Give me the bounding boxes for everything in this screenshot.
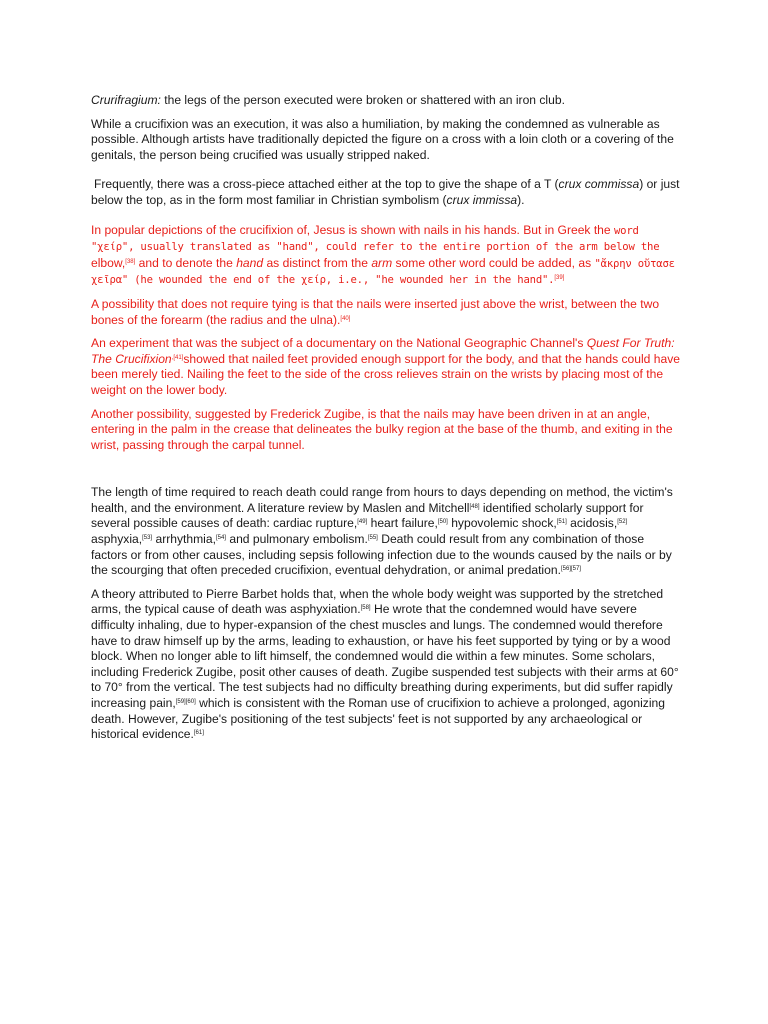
term-crurifragium: Crurifragium: [91, 93, 161, 107]
paragraph-text: The length of time required to reach death could range from hours to days depending on method, the victim's health, and the environment. A literature review by Maslen and Mitchell [91, 485, 673, 515]
greek-quote-text: "ἄκρην οὔτασε χεῖρα" (he wounded the end of the χείρ, i.e., "he wounded her in the hand". [91, 257, 675, 287]
citation-61[interactable]: [61] [193, 730, 204, 737]
paragraph-text: heart failure, [367, 516, 438, 531]
paragraph-text: which is consistent with the Roman use of crucifixion to achieve a prolonged, agonizing death. However, Zugibe's positioning of the test subjects' feet is not supported by any archaeological or historical evidence. [91, 696, 665, 742]
paragraph-death-causes [91, 485, 681, 579]
paragraph-text: identified scholarly support for several possible causes of death: cardiac rupture, [91, 500, 644, 531]
term-hand: hand [236, 255, 264, 270]
citation-51[interactable]: [51] [556, 519, 567, 526]
paragraph-nails-hands [91, 223, 681, 289]
paragraph-text: acidosis, [566, 516, 618, 531]
paragraph-text: A theory attributed to Pierre Barbet holds that, when the whole body weight was supported by the stretched arms, the typical cause of death was asphyxiation. [91, 586, 664, 617]
citation-49[interactable]: [49] [357, 519, 368, 526]
paragraph-crurifragium [91, 93, 681, 109]
paragraph-humiliation: While a crucifixion was an execution, it was also a humiliation, by making the condemned as vulnerable as possible. Although artists have traditionally depicted the figure on a cross with a loin cloth or a covering of the genitals, the person being crucified was usually stripped naked. [91, 116, 674, 162]
citation-40[interactable]: [40] [340, 315, 351, 322]
paragraph-text: arrhythmia, [152, 532, 216, 547]
term-arm: arm [371, 255, 393, 270]
paragraph-text: ) or just below the top, as in the form most familiar in Christian symbolism ( [91, 177, 680, 207]
paragraph-text: Death could result from any combination of those factors or from other causes, including sepsis following infection due to the wounds caused by the nails or by the scourging that often preceded crucifixion, eventual dehydration, or animal predation. [91, 532, 672, 578]
paragraph-text: hypovolemic shock, [447, 516, 557, 531]
paragraph-zugibe-palm: Another possibility, suggested by Frederick Zugibe, is that the nails may have been driven in at an angle, entering in the palm in the crease that delineates the bulky region at the base of the thumb, and exiting in the wrist, passing through the carpal tunnel. [91, 406, 673, 452]
paragraph-text: Frequently, there was a cross-piece attached either at the top to give the shape of a T ( [94, 177, 559, 192]
citation-39[interactable]: [39] [554, 275, 565, 282]
paragraph-text: and pulmonary embolism. [225, 532, 368, 547]
citation-54[interactable]: [54] [215, 535, 226, 542]
citation-50[interactable]: [50] [437, 519, 448, 526]
citation-53[interactable]: [53] [142, 535, 153, 542]
term-crux-commissa: crux commissa [558, 177, 640, 192]
citation-58[interactable]: [58] [360, 605, 371, 612]
paragraph-text: some other word could be added, as [392, 255, 595, 270]
paragraph-text: A possibility that does not require tying is that the nails were inserted just above the wrist, between the two bones of the forearm (the radius and the ulna). [91, 296, 660, 327]
citation-41[interactable]: ,[41] [171, 354, 184, 361]
paragraph-text: and to denote the [135, 255, 237, 270]
documentary-title: Quest For Truth: The Crucifixion [91, 336, 675, 366]
paragraph-text: In popular depictions of the crucifixion of, Jesus is shown with nails in his hands. But in Greek the [91, 222, 614, 237]
paragraph-text: elbow, [91, 255, 126, 270]
citation-52[interactable]: [52] [617, 519, 628, 526]
citation-55[interactable]: [55] [367, 535, 378, 542]
paragraph-text: as distinct from the [263, 255, 372, 270]
paragraph-text: showed that nailed feet provided enough support for the body, and that the hands could have been merely tied. Nailing the feet to the side of the cross relieves strain on the wrists by placing most of the weight on the lower body. [91, 351, 680, 397]
term-crux-immissa: crux immissa [446, 192, 518, 207]
paragraph-barbet-theory [91, 587, 681, 743]
paragraph-cross-piece [91, 177, 681, 208]
paragraph-text: ). [517, 192, 525, 207]
citation-48[interactable]: [48] [469, 503, 480, 510]
greek-word-text: word "χείρ", usually translated as "hand", could refer to the entire portion of the arm below the [91, 224, 660, 254]
document-page [91, 93, 681, 743]
paragraph-text: An experiment that was the subject of a documentary on the National Geographic Channel's [91, 336, 587, 351]
paragraph-text: asphyxia, [91, 532, 143, 547]
paragraph-text: the legs of the person executed were broken or shattered with an iron club. [160, 93, 565, 107]
paragraph-text: He wrote that the condemned would have severe difficulty inhaling, due to hyper-expansion of the chest muscles and lungs. The condemned would therefore have to draw himself up by the arms, leading to exhaustion, or have his feet supported by tying or by a wood block. When no longer able to lift himself, the condemned would die within a few minutes. Some scholars, including Frederick Zugibe, posit other causes of death. Zugibe suspended test subjects with their arms at 60° to 70° from the vertical. The test subjects had no difficulty breathing during experiments, but did suffer rapidly increasing pain, [91, 602, 679, 710]
paragraph-experiment [91, 336, 681, 398]
citation-38[interactable]: [38] [125, 258, 136, 265]
citation-56-57[interactable]: [56][57] [560, 566, 581, 573]
citation-59-60[interactable]: [59][60] [175, 699, 196, 705]
paragraph-wrist [91, 297, 681, 328]
